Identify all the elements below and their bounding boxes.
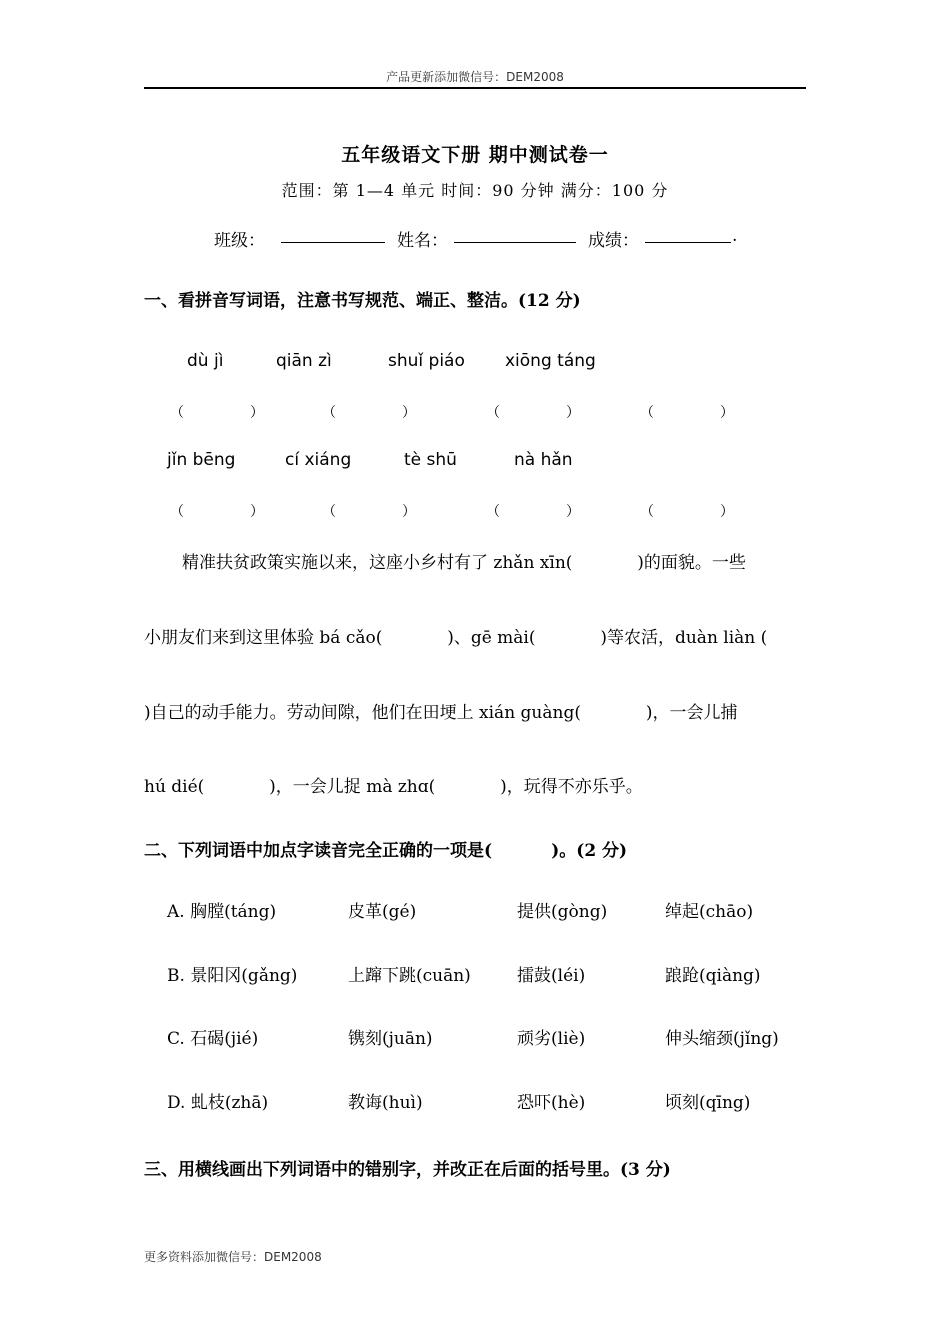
pinyin-item: xiōng táng: [505, 351, 596, 371]
info-end-mark: .: [732, 226, 738, 246]
answer-bracket-close: ）: [566, 405, 580, 421]
answer-bracket-close: ）: [720, 504, 734, 520]
option-word: 伸头缩颈(jǐng): [665, 1029, 779, 1049]
answer-bracket-close: ）: [250, 405, 264, 421]
exam-subtitle: 范围：第 1—4 单元 时间：90 分钟 满分：100 分: [281, 181, 669, 200]
answer-box[interactable]: [338, 400, 402, 420]
pinyin-item: cí xiáng: [285, 450, 352, 470]
class-blank[interactable]: [281, 226, 385, 243]
paragraph-line: 小朋友们来到这里体验 bá cǎo( )、gē mài( )等农活，duàn liàn (: [144, 628, 768, 648]
paragraph-line: 精准扶贫政策实施以来，这座小乡村有了 zhǎn xīn( )的面貌。一些: [182, 553, 746, 573]
option-a[interactable]: A. 胸膛(táng): [167, 902, 277, 922]
answer-bracket-close: ）: [402, 405, 416, 421]
answer-bracket-open: （: [640, 504, 654, 520]
answer-box[interactable]: [656, 499, 720, 519]
option-word: 上蹿下跳(cuān): [348, 966, 471, 986]
score-blank[interactable]: [645, 226, 731, 243]
pinyin-item: nà hǎn: [514, 450, 573, 470]
page-footer: 更多资料添加微信号：DEM2008: [144, 1250, 322, 1264]
answer-box[interactable]: [502, 400, 566, 420]
option-word: 教诲(huì): [348, 1093, 423, 1113]
answer-bracket-open: （: [322, 504, 336, 520]
option-word: 皮革(gé): [348, 902, 417, 922]
option-c[interactable]: C. 石碣(jié): [167, 1029, 259, 1049]
class-label: 班级：: [214, 231, 265, 251]
option-word: 踉跄(qiàng): [665, 966, 761, 986]
section3-heading: 三、用横线画出下列词语中的错别字，并改正在后面的括号里。(3 分): [144, 1160, 671, 1180]
answer-bracket-open: （: [486, 504, 500, 520]
answer-bracket-close: ）: [566, 504, 580, 520]
answer-box[interactable]: [186, 499, 250, 519]
name-label: 姓名：: [397, 231, 448, 251]
page-header: 产品更新添加微信号：DEM2008: [386, 70, 564, 84]
answer-bracket-close: ）: [720, 405, 734, 421]
answer-bracket-open: （: [170, 504, 184, 520]
option-word: 擂鼓(léi): [517, 966, 586, 986]
page-title: 五年级语文下册 期中测试卷一: [341, 144, 609, 166]
answer-box[interactable]: [186, 400, 250, 420]
answer-bracket-close: ）: [250, 504, 264, 520]
answer-bracket-open: （: [640, 405, 654, 421]
answer-box[interactable]: [338, 499, 402, 519]
name-blank[interactable]: [454, 226, 576, 243]
answer-box[interactable]: [502, 499, 566, 519]
pinyin-item: dù jì: [187, 351, 224, 371]
option-word: 顽劣(liè): [517, 1029, 586, 1049]
answer-bracket-open: （: [322, 405, 336, 421]
option-b[interactable]: B. 景阳冈(gǎng): [167, 966, 298, 986]
pinyin-item: qiān zì: [276, 351, 332, 371]
answer-bracket-open: （: [486, 405, 500, 421]
section2-heading: 二、下列词语中加点字读音完全正确的一项是( )。(2 分): [144, 841, 628, 861]
paragraph-line: hú dié( )，一会儿捉 mà zhɑ( )，玩得不亦乐乎。: [144, 777, 643, 797]
option-d[interactable]: D. 虬枝(zhā): [167, 1093, 269, 1113]
option-word: 提供(gòng): [517, 902, 608, 922]
score-label: 成绩：: [588, 231, 639, 251]
header-divider: [144, 87, 806, 89]
pinyin-item: jǐn bēng: [167, 450, 236, 470]
answer-bracket-open: （: [170, 405, 184, 421]
answer-box[interactable]: [656, 400, 720, 420]
answer-bracket-close: ）: [402, 504, 416, 520]
section1-heading: 一、看拼音写词语，注意书写规范、端正、整洁。(12 分): [144, 291, 581, 311]
pinyin-item: tè shū: [404, 450, 457, 470]
option-word: 恐吓(hè): [517, 1093, 586, 1113]
pinyin-item: shuǐ piáo: [388, 351, 465, 371]
option-word: 顷刻(qīng): [665, 1093, 751, 1113]
paragraph-line: )自己的动手能力。劳动间隙，他们在田埂上 xián guàng( )，一会儿捕: [144, 703, 738, 723]
option-word: 绰起(chāo): [665, 902, 754, 922]
option-word: 镌刻(juān): [348, 1029, 433, 1049]
